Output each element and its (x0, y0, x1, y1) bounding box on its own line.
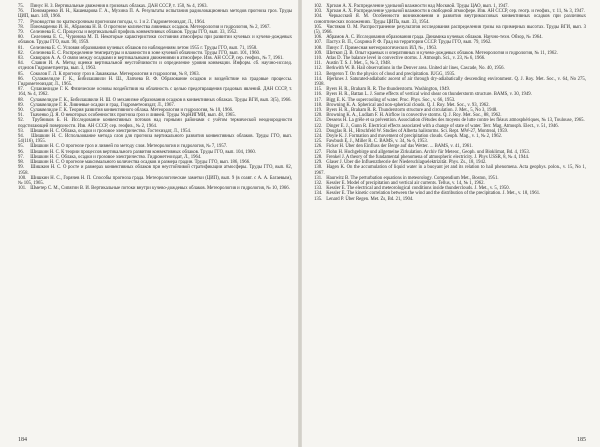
reference-number: 80. (18, 35, 24, 41)
reference-entry (314, 197, 586, 202)
reference-text: Ficker H. Über den Einfluss der Berge auf das Wetter. ... BAMS, v. 41, 1961. (326, 144, 473, 150)
reference-text: Шишкин Н. С. О росте и размерах конвективных облаков при неустойчивой стратификации атмосферы. Труды ГГО, вып. 82, 1958. (18, 165, 292, 176)
reference-text: Сулаквелидзе Г. К. Теория развития конвективного облака. Метеорология и гидрология, № 10, 1966. (30, 108, 234, 114)
reference-number: 101. (18, 186, 27, 192)
reference-number: 108. (314, 45, 323, 51)
reference-text: Шишкин Н. С., Горячев Н. П. Способы прогноза града. Метеорологические заметки (ЦИП), вып. 9 (в соавт. с А. А. Багаевым), № 105, 1965. (18, 175, 292, 186)
reference-number: 126. (314, 144, 323, 150)
reference-text: Сулаквелидзе Г. К., Бибилашвили Н. Ш., Лапчева В. Ф. Образование осадков и воздействие на градовые процессы. Гидрометеоиздат, Л., 1965. (18, 76, 293, 88)
reference-text: Селезнева Е. С. Процессы и вертикальный профиль конвективных облаков. Труды ГГО, вып. 33, 1952. (30, 30, 238, 36)
reference-text: Сулаквелидзе Г. К. Физические основы воздействия на облачность с целью предотвращения градовых явлений. ДАН СССР, т. 164, № 4, 1962. (18, 87, 293, 98)
reference-text: Kessler E. The kinetic correlation between the wind and the distribution of the precipitation. J. Met., v. 18, 1961. (326, 191, 541, 197)
reference-text: Douglas R. H., Hitschfeld W. Studies of Alberta hailstorms. Sci. Rept. MW-27, Montreal, 1959. (326, 128, 509, 134)
reference-number: 87. (18, 87, 24, 93)
reference-number: 127. (314, 149, 323, 155)
reference-entry (18, 186, 292, 191)
reference-entry (18, 61, 292, 71)
reference-text: Шишкин Н. С. Использование метода слоя для прогноза вертикального развития конвективных облаков. Труды ГГО, вып. 54(116), 1955. (18, 134, 293, 145)
reference-text: Селезнева Е. С. Условия образования кучевых облаков по наблюдениям летом 1955 г. Труды ГГО, вып. 71, 1958. (30, 45, 258, 51)
reference-entry (18, 134, 292, 144)
reference-number: 129. (314, 160, 323, 166)
reference-text: Doyle K. J. Formation and movement of precipitation clouds. Geoph. Mag., v. 1, № 2, 1962. (326, 134, 503, 140)
reference-text: Kessler E. Model of precipitation and vertical air currents. Tellus, v. 14, № 1, 1962. (326, 180, 485, 186)
reference-number: 100. (18, 175, 27, 181)
reference-number: 89. (18, 102, 24, 108)
reference-text: Atlas D. The balance level in convective storms. J. Atmosph. Sci., v. 23, № 6, 1966. (325, 56, 486, 62)
reference-text: Пинус Г. Примесная метеорологических ИЛ, № , 1963. (326, 45, 438, 51)
reference-text: Чистяков О. М. Распространение результатов исследования распределения грозы на примерных высотах. Труды ВГИ, вып. 3 (5), 1966. (314, 24, 586, 36)
reference-text: Соколов Г. Л. К прогнозу гроз в Закавказье. Метеорология и гидрология, № 8, 1963. (30, 71, 200, 77)
right-page (300, 0, 600, 447)
reference-entry (18, 9, 292, 19)
reference-number: 88. (18, 97, 24, 103)
reference-number: 96. (18, 149, 24, 155)
reference-text: Черкасский Я. М. Особенности возникновения и развития внутримассовых конвективных осадков при различных синоптических положениях. Труды ЦИПа, вып. 33, 1954. (314, 14, 586, 25)
reference-text: Хргиан А. Х. Распределение удельной влажности над Москвой. Труды ЦАО, вып. 1, 1947. (326, 4, 509, 9)
reference-number: 90. (18, 108, 24, 114)
reference-text: Славин И. А. Метод оценки вертикальной неустойчивости и определение уровня конвекции. Информ. сб. научно-исслед. отделов Гидрометцентра, вып. 3, 1963. (18, 61, 292, 72)
reference-text: Сулаквелидзе Г. К. Ливневые осадки и град. Гидрометеоиздат, Л., 1967. (30, 102, 175, 108)
reference-text: Пономаренко И. Н., Кашеварова Г. А., Мухина П. А. Результаты испытания радиолокационных методов прогноза гроз. Труды ЦИП, вып. 149, 1966. (18, 9, 293, 20)
reference-text: Frenkel J. A theory of the fundamental phenomena of atmospheric electricity. J. Phys USSR, 8, № 4, 1944. (326, 154, 530, 160)
reference-text: Пастух В. П., Сохрина Р. Ф. Град на территории СССР. Труды ГГО, вып. 79, 1962. (326, 40, 492, 46)
reference-number: 78. (18, 24, 24, 30)
reference-text: Шишкин Н. С. Облака, осадки и грозовое электричество. Гостехиздат, Л., 1954. (30, 128, 192, 134)
reference-number: 123. (314, 128, 323, 134)
reference-number: 86. (18, 76, 24, 82)
reference-entry (18, 176, 292, 186)
reference-entry (314, 165, 586, 175)
reference-text: Трубников Б. Н. Исследование конвективных потоков над горными районами с учётом термической неоднородности подстилающей поверхности. Изв. АН СССР, сер. геофиз., № 2, 1964. (18, 118, 292, 129)
reference-text: Dessens H. La grêle et sa prévention. Association d'études des moyens de lutte contre les fléaux atmosphériques, № 13, Toulouse, 1965. (326, 118, 585, 124)
reference-text: Kessler E. The electrical and meteorological conditions inside thunderclouds. J. Met., v. 5, 1950. (326, 186, 510, 192)
reference-entry (314, 14, 586, 24)
reference-text: Сулаквелидзе Г. К., Бибилашвили Н. Ш. О механизме образования осадков в конвективных облаках. Труды ВГИ, вып. 3(5), 1966. (30, 97, 292, 103)
reference-number: 117. (314, 97, 323, 103)
reference-number: 91. (18, 113, 24, 119)
reference-number: 76. (18, 9, 24, 15)
reference-text: Byers H. R., Battan L. J. Some effects of vertical wind shear on thunderstorm structure. BAMS, v. 30, 1949. (326, 92, 532, 98)
reference-number: 110. (314, 56, 323, 62)
reference-entry (18, 165, 292, 175)
reference-number: 125. (314, 139, 323, 145)
reference-number: 118. (314, 102, 323, 108)
reference-number: 102. (314, 4, 323, 9)
right-page-number: 185 (577, 437, 586, 443)
reference-number: 135. (314, 196, 323, 202)
reference-text: Селезнева Е. С., Чуринова М. П. Некоторые характеристики состояния атмосферы при развитии кучевых и кучево-дождевых облаков. Труды ГГО, вып. 90, 1959. (18, 35, 292, 46)
reference-number: 131. (314, 175, 323, 181)
reference-number: 128. (314, 154, 323, 160)
reference-text: Bigg E. K. The supercooling of water. Proc. Phys. Soc., v. 66, 1953. (326, 97, 456, 103)
reference-number: 113. (314, 71, 323, 77)
reference-number: 122. (314, 123, 323, 129)
reference-text: Ткаченко Д. Я. О некоторых особенностях прогноза гроз и ливней. Труды УкрНИГМИ, вып. 48, 1965. (30, 113, 236, 119)
reference-text: Berkwith W. B. Hail observations in the Denver area. United air lines, Cascade, No. 40, 1956. (326, 66, 505, 72)
right-reference-list (314, 4, 586, 202)
reference-text: Скворцов А. А. О связи между осадками и вертикальными движениями в атмосфере. Изв. АН СССР, сер. геофиз., № 7, 1961. (30, 56, 284, 62)
reference-number: 92. (18, 118, 24, 124)
left-reference-list (18, 4, 292, 191)
reference-number: 79. (18, 30, 24, 36)
reference-text: Byers H. R., Braham R. R. Thunderstorm structure and circulation. J. Met., 5, No 3, 1948. (326, 108, 498, 114)
reference-number: 95. (18, 144, 24, 150)
reference-number: 85. (18, 71, 24, 77)
reference-text: Dinger E. J., Gunn R. Electrical effects associated with a change of state of water. Terr. Mag. Atmosph. Elect., v. 51, 1946. (326, 123, 559, 129)
reference-text: Пинус Н. З. Вертикальные движения в грозовых облаках. ДАН СССР, т. 150, № 4, 1963. (30, 4, 208, 9)
reference-entry (314, 25, 586, 35)
reference-number: 106. (314, 35, 323, 41)
reference-number: 75. (18, 4, 24, 9)
reference-text: Byers H. R., Braham R. R. The thunderstorm. Washington, 1949. (326, 87, 451, 93)
reference-number: 119. (314, 108, 323, 114)
reference-number: 98. (18, 160, 24, 166)
reference-entry (18, 77, 292, 87)
reference-number: 82. (18, 50, 24, 56)
reference-text: Browning K. A. Spherical and non-spherical clouds. Q. J. Roy. Met. Soc., v. 93, 1962. (326, 102, 490, 108)
reference-number: 105. (314, 24, 323, 30)
reference-number: 132. (314, 180, 323, 186)
reference-number: 97. (18, 154, 24, 160)
left-page-number: 184 (18, 437, 27, 443)
reference-text: Lenard P. Über Regen. Met. Zs, Bd. 21, 1904. (326, 196, 414, 202)
reference-text: Шметер С. М., Сипягин В. И. Вертикальные потоки внутри кучево-дождевых облаков. Метеорология и гидрология, № 10, 1966. (30, 186, 290, 192)
reference-number: 124. (314, 134, 323, 140)
reference-number: 109. (314, 50, 323, 56)
reference-number: 115. (314, 87, 323, 93)
reference-number: 114. (314, 76, 323, 82)
reference-number: 112. (314, 66, 323, 72)
reference-number: 104. (314, 14, 323, 20)
reference-text: Glaser J. Über die Influenztheorie der Niederschlagselektrizität. Phys. Zs., 18, 1942. (326, 160, 487, 166)
reference-text: Browning K. A., Ludlam F. H. Airflow in convective storms. Q. J. Roy. Met. Soc., 88, 1962. (326, 113, 502, 119)
reference-entry (314, 77, 586, 87)
reference-text: Шишкин Н. С. К теории процессов вертикального развития конвективных облаков. Труды ГГО, вып. 104, 1960. (30, 149, 256, 155)
reference-number: 81. (18, 45, 24, 51)
reference-entry (18, 118, 292, 128)
reference-entry (18, 35, 292, 45)
reference-text: Bergeron T. On the physics of cloud and precipitation. IUGG, 1935. (326, 71, 456, 77)
reference-text: Austin T. S. J. Met., 5, № 3, 1948. (325, 61, 391, 67)
reference-entry (18, 87, 292, 97)
reference-text: Шиткоп Д. В. Опыт краевых и оперативных и кучево-дождевых облаков. Метеорология и гидрология, № 11, 1962. (326, 50, 558, 56)
reference-number: 94. (18, 134, 24, 140)
reference-text: Хргиан А. Х. Распределение удельной влажности в свободной атмосфере. Изв. АН СССР, сер. геогр. и геофиз., т. 11, № 3, 1947. (326, 9, 585, 15)
reference-number: 134. (314, 191, 323, 197)
reference-number: 77. (18, 19, 24, 25)
reference-text: Flohn H. Hochgebirge und allgemeine Zirkulation. Archiv für Meteor., Geoph. und Bioklimat, Bd. 4, 1953. (326, 149, 530, 155)
reference-number: 116. (314, 92, 323, 98)
reference-number: 107. (314, 40, 323, 46)
reference-text: Haurwitz B. The perturbation equations in meteorology. Compendium Met., Boston, 1951. (326, 175, 499, 181)
reference-number: 103. (314, 9, 323, 15)
reference-number: 133. (314, 186, 323, 192)
reference-number: 121. (314, 118, 323, 124)
reference-number: 83. (18, 56, 24, 62)
reference-number: 93. (18, 128, 24, 134)
reference-text: Hagen K. On the accumulation of liquid water in a buoyant jet and its relation to hail phenomena. Acta geophys. polon., v. 15, No 1, 1967. (314, 165, 586, 176)
reference-text: Шишкин Н. С. О прогнозе максимального количества осадков и размера градин. Труды ГГО, вып. 186, 1966. (30, 160, 251, 166)
reference-text: Селезнева Е. С. Распределение температуры и влажности в зоне кучевой облачности. Труды ГГО, вып. 101, 1960. (30, 50, 261, 56)
reference-text: Пономаренко И. Н., Абрамова Н. В. О прогнозе количества ливневых осадков. Метеорология и гидрология, № 2, 1967. (30, 24, 271, 30)
reference-number: 111. (314, 61, 322, 67)
reference-number: 84. (18, 61, 24, 67)
reference-text: Bjerknes J. Saturated-adiabatic ascent of air through dry-adiabatically descending environment. Q. J. Roy. Met. Soc., v. 64, No 275, 1938. (314, 76, 586, 88)
reference-text: Абрамов А. С. Исследования образования града. Динамика кучевых облаков. Научно-техн. Обзор, № 1964. (326, 35, 543, 41)
reference-text: Fawbush E. J., Miller R. C. BAMS, v. 34, № 6, 1953. (326, 139, 428, 145)
reference-number: 130. (314, 165, 323, 171)
reference-number: 120. (314, 113, 323, 119)
reference-text: Шишкин Н. С. О прогнозе гроз и ливней по методу слоя. Метеорология и гидрология, № 7, 1957. (30, 144, 228, 150)
reference-text: Руководство по краткосрочным прогнозам погоды, ч. 1 и 2. Гидрометеоиздат, Л., 1964. (30, 19, 206, 25)
reference-text: Шишкин Н. С. Облака, осадки и грозовое электричество. Гидрометеоиздат, Л., 1964. (30, 154, 202, 160)
reference-number: 99. (18, 165, 24, 171)
